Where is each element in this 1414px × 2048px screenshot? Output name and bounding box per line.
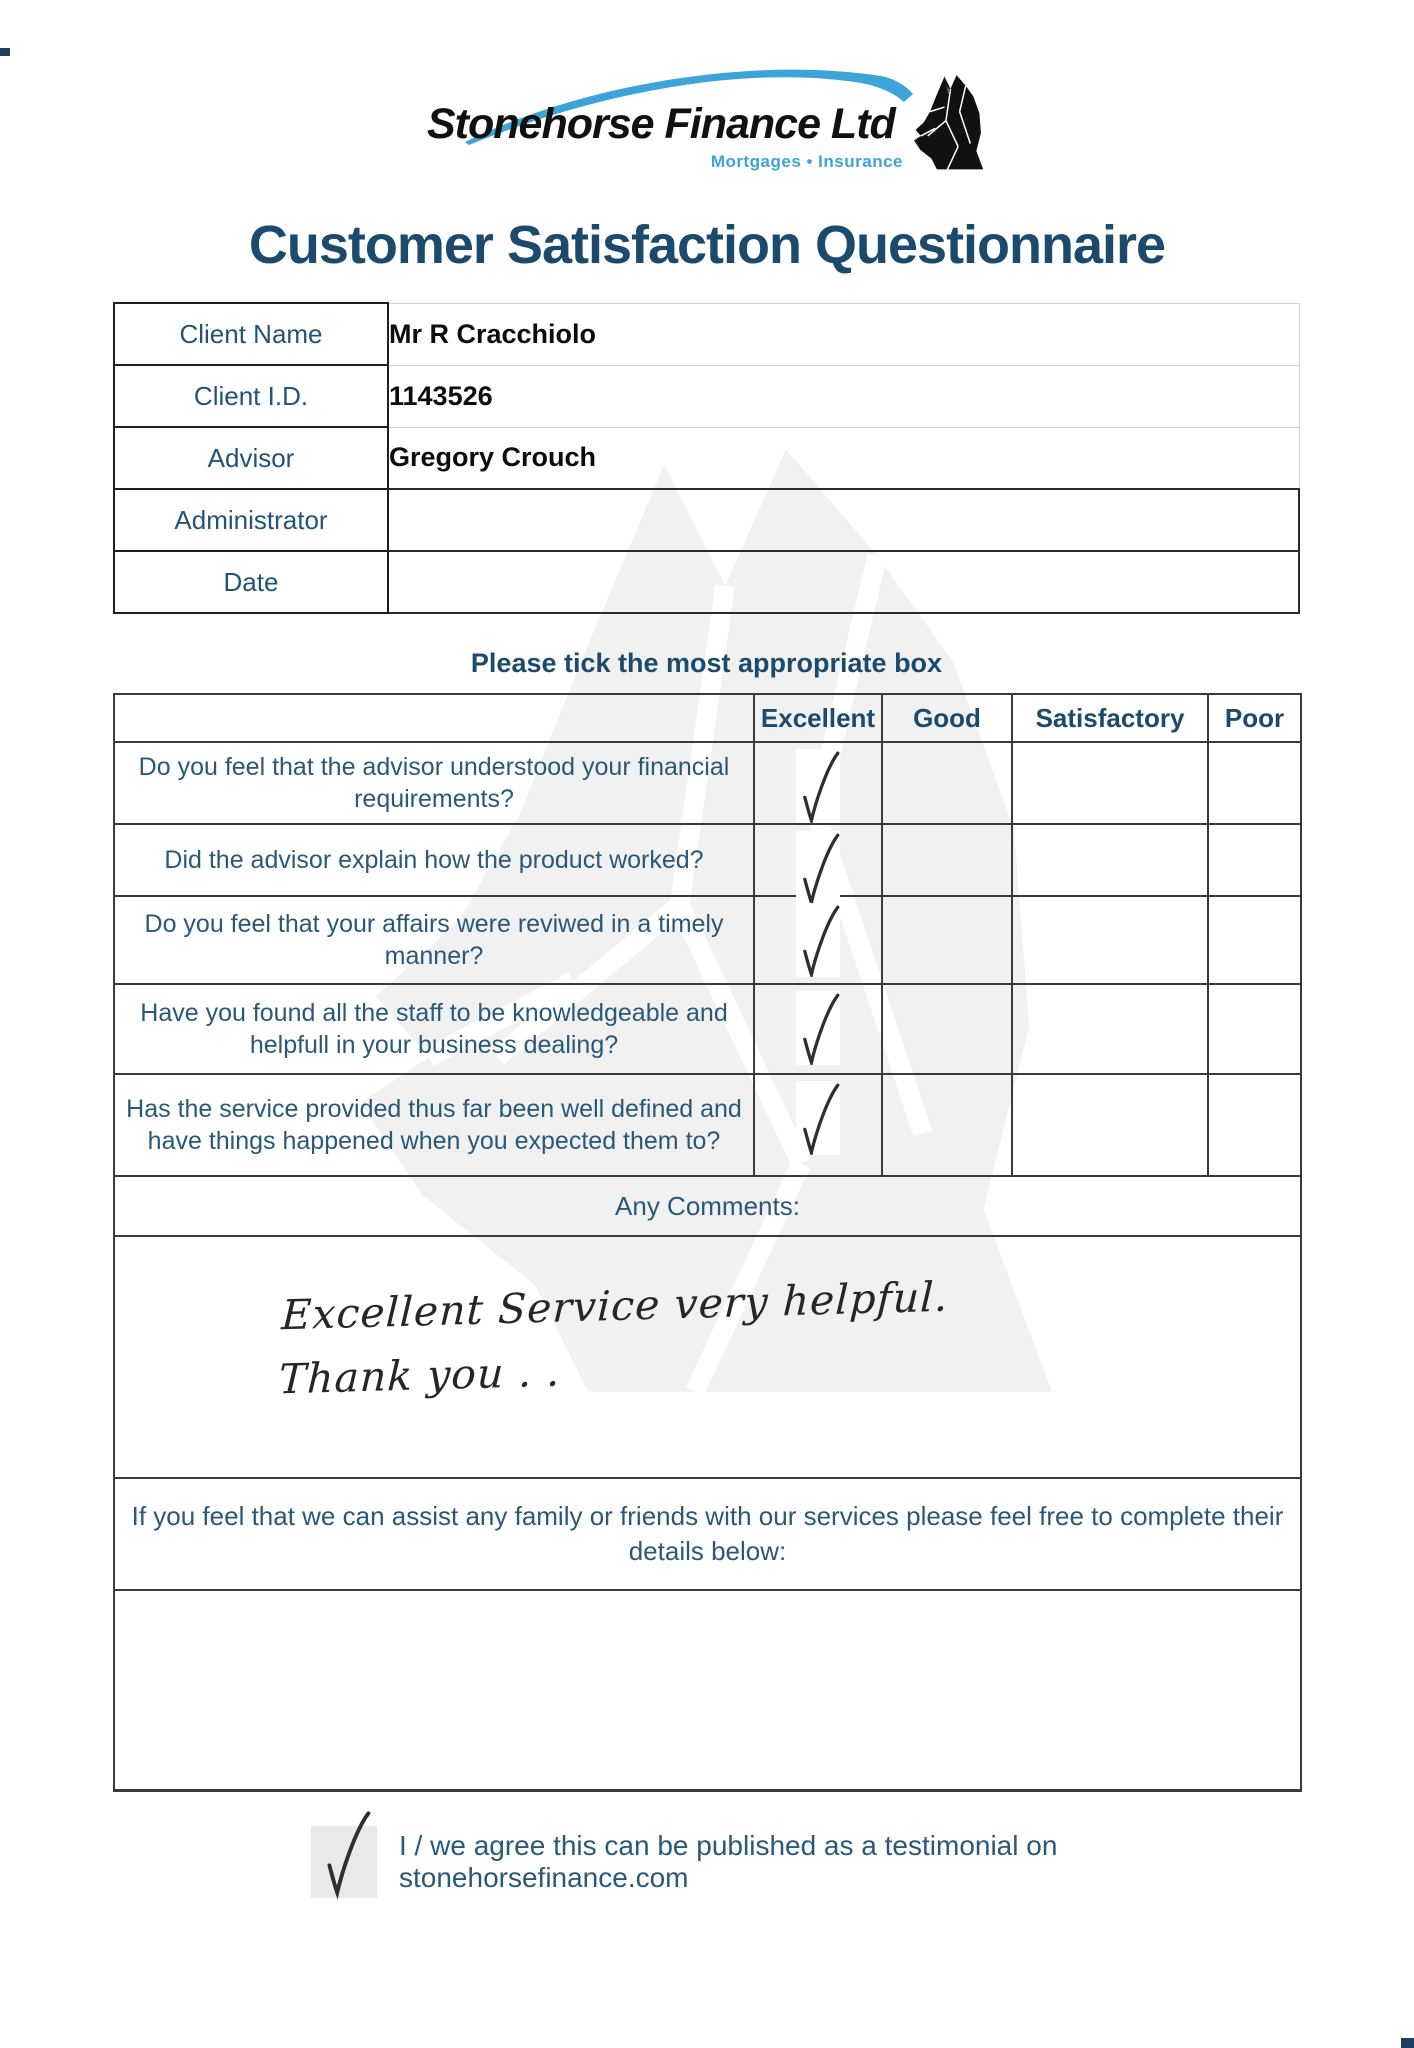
client-name-value[interactable]: Mr R Cracchiolo [388, 303, 1299, 365]
question-text: Do you feel that the advisor understood your financial requirements? [114, 742, 754, 824]
page-title: Customer Satisfaction Questionnaire [248, 215, 1166, 275]
client-id-label: Client I.D. [114, 365, 388, 427]
column-header-poor: Poor [1208, 694, 1301, 742]
administrator-label: Administrator [114, 489, 388, 551]
rating-cell-poor[interactable] [1208, 984, 1301, 1074]
testimonial-label: I / we agree this can be published as a testimonial on stonehorsefinance.com [399, 1830, 1058, 1893]
client-info-row [114, 303, 1299, 365]
company-tagline: Mortgages • Insurance [710, 152, 903, 171]
handwritten-tick-icon [796, 1081, 840, 1155]
rating-cell-poor[interactable] [1208, 1074, 1301, 1176]
client-name-label: Client Name [114, 303, 388, 365]
client-info-table [113, 302, 1300, 614]
rating-cell-good[interactable] [882, 1074, 1012, 1176]
rating-cell-good[interactable] [882, 984, 1012, 1074]
company-logo [427, 48, 987, 196]
client-info-row [114, 427, 1299, 489]
handwritten-comment: Excellent Service very helpful. Thank you . . [277, 1272, 950, 1403]
handwritten-tick-icon [796, 991, 840, 1065]
client-info-row [114, 551, 1299, 613]
referral-details-box[interactable] [114, 1590, 1301, 1791]
rating-cell-excellent[interactable] [754, 984, 882, 1074]
survey-question-row [114, 824, 1301, 896]
tick-instruction: Please tick the most appropriate box [470, 648, 943, 678]
question-text: Did the advisor explain how the product worked? [114, 824, 754, 896]
comments-box-row [114, 1236, 1301, 1478]
column-header-good: Good [882, 694, 1012, 742]
rating-cell-poor[interactable] [1208, 824, 1301, 896]
rating-cell-satisfactory[interactable] [1012, 824, 1208, 896]
question-column-header [114, 694, 754, 742]
rating-cell-satisfactory[interactable] [1012, 1074, 1208, 1176]
client-id-value[interactable]: 1143526 [388, 365, 1299, 427]
page-corner-mark [0, 48, 10, 56]
handwritten-tick-icon [319, 1804, 371, 1900]
question-text: Do you feel that your affairs were reviwed in a timely manner? [114, 896, 754, 984]
rating-cell-good[interactable] [882, 742, 1012, 824]
company-name: Stonehorse Finance Ltd [427, 100, 895, 148]
rating-cell-poor[interactable] [1208, 742, 1301, 824]
question-text: Has the service provided thus far been well defined and have things happened when you expected them to? [114, 1074, 754, 1176]
advisor-label: Advisor [114, 427, 388, 489]
rating-cell-good[interactable] [882, 824, 1012, 896]
comments-box[interactable] [114, 1236, 1301, 1478]
handwritten-tick-icon [796, 749, 840, 823]
referral-instruction: If you feel that we can assist any family or friends with our services please feel free to complete their details below: [114, 1478, 1301, 1590]
testimonial-checkbox[interactable] [311, 1826, 377, 1898]
rating-cell-excellent[interactable] [754, 742, 882, 824]
rating-cell-excellent[interactable] [754, 896, 882, 984]
administrator-value[interactable] [388, 489, 1299, 551]
client-info-row [114, 365, 1299, 427]
question-text: Have you found all the staff to be knowledgeable and helpfull in your business dealing? [114, 984, 754, 1074]
column-header-excellent: Excellent [754, 694, 882, 742]
survey-question-row [114, 1074, 1301, 1176]
survey-header-row [114, 694, 1301, 742]
survey-question-row [114, 742, 1301, 824]
handwritten-tick-icon [796, 831, 840, 905]
date-label: Date [114, 551, 388, 613]
page-corner-mark [1401, 2038, 1414, 2048]
rating-cell-satisfactory[interactable] [1012, 742, 1208, 824]
rating-cell-excellent[interactable] [754, 1074, 882, 1176]
referral-instruction-row [114, 1478, 1301, 1590]
rating-cell-poor[interactable] [1208, 896, 1301, 984]
survey-question-row [114, 984, 1301, 1074]
rating-cell-satisfactory[interactable] [1012, 984, 1208, 1074]
handwritten-tick-icon [796, 903, 840, 977]
comments-label: Any Comments: [114, 1176, 1301, 1236]
rating-cell-good[interactable] [882, 896, 1012, 984]
referral-details-row [114, 1590, 1301, 1791]
horse-head-icon [911, 62, 987, 184]
client-info-row [114, 489, 1299, 551]
comments-label-row [114, 1176, 1301, 1236]
testimonial-row [311, 1826, 1300, 1898]
column-header-satisfactory: Satisfactory [1012, 694, 1208, 742]
rating-cell-satisfactory[interactable] [1012, 896, 1208, 984]
advisor-value[interactable]: Gregory Crouch [388, 427, 1299, 489]
date-value[interactable] [388, 551, 1299, 613]
survey-question-row [114, 896, 1301, 984]
rating-cell-excellent[interactable] [754, 824, 882, 896]
survey-table [113, 693, 1302, 1792]
